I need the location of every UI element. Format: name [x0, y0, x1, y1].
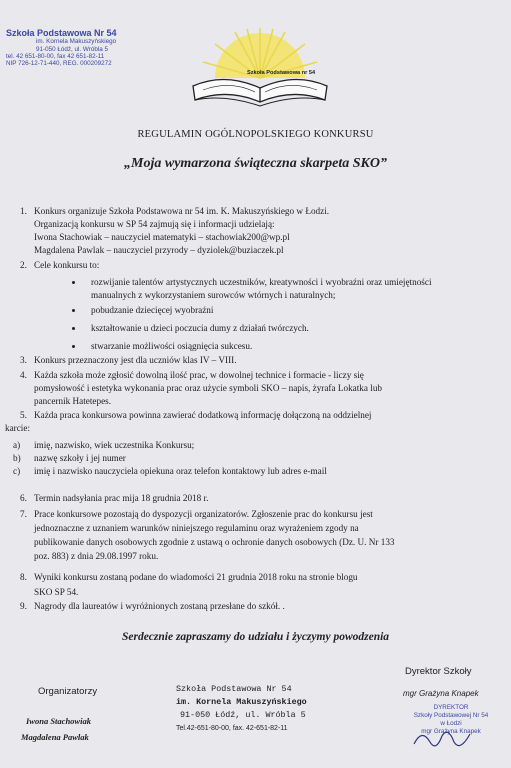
rule-line: pomysłowość i estetyka wykonania prac oraz użycie symboli SKO – napis, żyrafa Lokatka lub — [34, 383, 383, 393]
card-item-letter: b) — [13, 453, 21, 463]
school-address — [176, 683, 307, 735]
rule-number: 2. — [20, 260, 27, 270]
school-phone: Tel.42-651-80-00, fax. 42-651-82-11 — [176, 725, 288, 732]
stamp-line: tel. 42 651-80-00, fax 42 651-82-11 — [6, 52, 105, 60]
director-name: mgr Grażyna Knapek — [403, 689, 479, 698]
rule-number: 5. — [20, 410, 27, 420]
rule-line: Konkurs organizuje Szkoła Podstawowa nr 54 im. K. Makuszyńskiego w Łodzi. — [34, 206, 330, 216]
bullet-icon — [72, 327, 75, 330]
stamp-line: DYREKTOR — [433, 704, 469, 711]
stamp-line: im. Kornela Makuszyńskiego — [36, 38, 117, 46]
school-logo — [175, 28, 345, 108]
director-label: Dyrektor Szkoły — [405, 666, 472, 677]
rule-line: Każda szkoła może zgłosić dowolną ilość prac, w dowolnej technice i formacie - liczy się — [34, 370, 364, 380]
bullet-icon — [72, 309, 75, 312]
rule-line: karcie: — [5, 423, 30, 433]
card-item: imię i nazwisko nauczyciela opiekuna oraz telefon kontaktowy lub adres e-mail — [34, 466, 327, 476]
stamp-school-name: Szkoła Podstawowa Nr 54 — [6, 28, 117, 38]
contest-name: „Moja wymarzona świąteczna skarpeta SKO” — [124, 156, 387, 171]
rule-number: 1. — [20, 206, 27, 216]
bullet-icon — [72, 345, 75, 348]
stamp-line: mgr Grażyna Knapek — [421, 728, 481, 735]
rule-line: Magdalena Pawlak – nauczyciel przyrody – dyziolek@buziaczek.pl — [34, 245, 284, 255]
rule-line: poz. 883) z dnia 29.08.1997 roku. — [34, 551, 159, 561]
school-stamp — [6, 28, 156, 67]
rule-number: 4. — [20, 370, 27, 380]
rule-line: Termin nadsyłania prac mija 18 grudnia 2018 r. — [34, 493, 209, 503]
organizer-signature: Iwona Stachowiak — [26, 716, 91, 726]
rule-line: SKO SP 54. — [34, 587, 79, 597]
rule-line: Iwona Stachowiak – nauczyciel matematyki – stachowiak200@wp.pl — [34, 232, 290, 242]
logo-text: Szkoła Podstawowa nr 54 — [247, 70, 316, 76]
goal-item: rozwijanie talentów artystycznych uczestników, kreatywności i wyobraźni oraz umiejętności — [91, 277, 432, 287]
open-book-icon — [193, 79, 327, 106]
director-signature-icon — [410, 722, 480, 758]
closing-line: Serdecznie zapraszamy do udziału i życzymy powodzenia — [121, 631, 390, 643]
goal-item: manualnych z wykorzystaniem surowców wtórnych i naturalnych; — [91, 290, 336, 300]
rule-line: Nagrody dla laureatów i wyróżnionych zostaną przesłane do szkół. . — [34, 601, 285, 611]
rule-line: Wyniki konkursu zostaną podane do wiadomości 21 grudnia 2018 roku na stronie blogu — [34, 572, 358, 582]
rule-line: Cele konkursu to: — [34, 260, 100, 270]
card-item: nazwę szkoły i jej numer — [34, 453, 126, 463]
rule-number: 8. — [20, 572, 27, 582]
school-street: 91-050 Łódź, ul. Wróbla 5 — [180, 710, 306, 720]
card-item: imię, nazwisko, wiek uczestnika Konkursu; — [34, 440, 195, 450]
rule-line: pancernik Hatetepes. — [34, 396, 112, 406]
card-item-letter: c) — [13, 466, 21, 476]
document-title: REGULAMIN OGÓLNOPOLSKIEGO KONKURSU — [137, 129, 374, 140]
goal-item: stwarzanie możliwości osiągnięcia sukcesu. — [91, 341, 253, 351]
rule-line: Organizacją konkursu w SP 54 zajmują się i informacji udzielają: — [34, 219, 275, 229]
school-patron: im. Kornela Makuszyńskiego — [176, 697, 307, 707]
organizers-label: Organizatorzy — [38, 686, 98, 697]
rule-number: 7. — [20, 509, 27, 519]
goal-item: pobudzanie dziecięcej wyobraźni — [91, 305, 214, 315]
goal-item: kształtowanie u dzieci poczucia dumy z działań twórczych. — [91, 323, 309, 333]
stamp-line: w Łodzi — [440, 720, 462, 727]
stamp-line: NIP 726-12-71-440, REG. 000209272 — [6, 60, 112, 68]
rule-line: Konkurs przeznaczony jest dla uczniów klas IV – VIII. — [34, 355, 237, 365]
rule-number: 3. — [20, 355, 27, 365]
rule-line: Każda praca konkursowa powinna zawierać dodatkową informację dołączoną na oddzielnej — [34, 410, 372, 420]
stamp-line: Szkoły Podstawowej Nr 54 — [413, 712, 489, 719]
bullet-icon — [72, 281, 75, 284]
rule-number: 6. — [20, 493, 27, 503]
stamp-line: 91-050 Łódź, ul. Wróbla 5 — [36, 45, 108, 53]
rule-number: 9. — [20, 601, 27, 611]
rule-line: Prace konkursowe pozostają do dyspozycji organizatorów. Zgłoszenie prac do konkursu jest — [34, 509, 373, 519]
rule-line: publikowanie danych osobowych zgodnie z ustawą o ochronie danych osobowych (Dz. U. Nr 133 — [34, 537, 395, 547]
organizer-signature: Magdalena Pawlak — [21, 732, 89, 742]
school-name: Szkoła Podstawowa Nr 54 — [176, 684, 292, 694]
rule-line: jednoznaczne z uznaniem warunków niniejszego regulaminu oraz wyrażeniem zgody na — [34, 523, 359, 533]
card-item-letter: a) — [13, 440, 21, 450]
